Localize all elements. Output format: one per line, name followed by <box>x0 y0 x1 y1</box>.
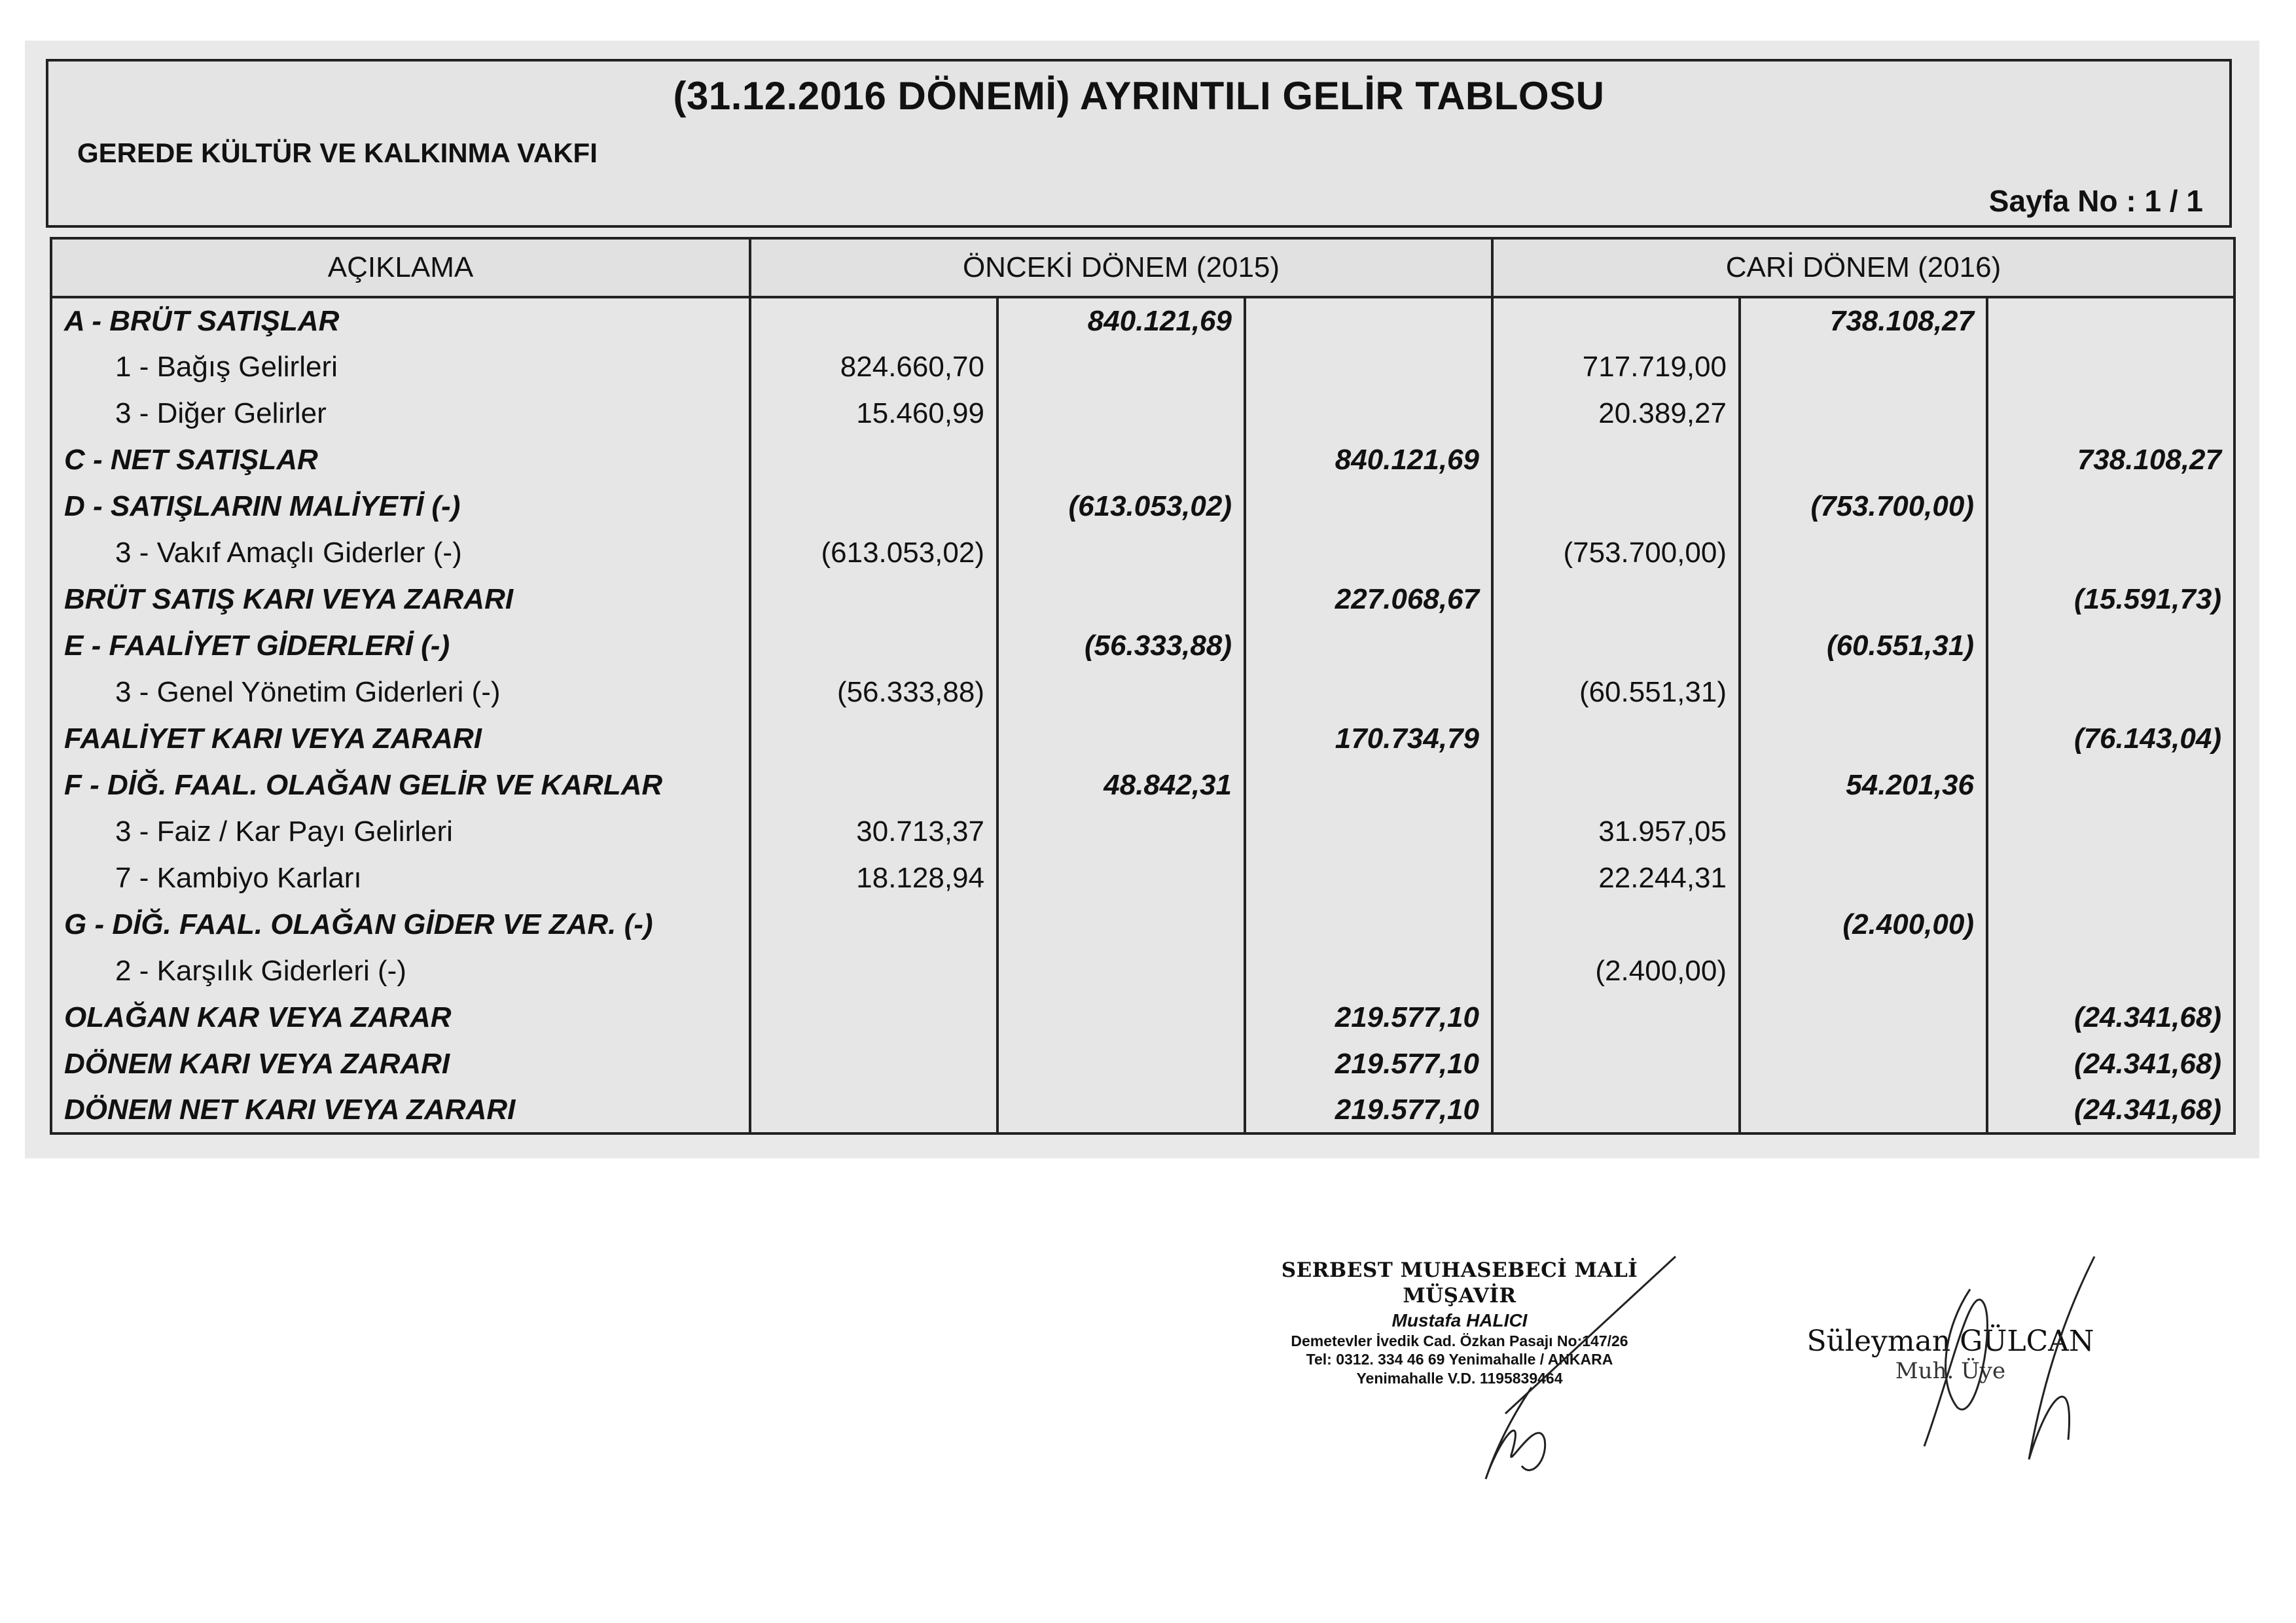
header-current-period: CARİ DÖNEM (2016) <box>1492 238 2234 297</box>
row-description: 3 - Diğer Gelirler <box>51 390 750 437</box>
current-amount-col-1 <box>1492 762 1740 808</box>
current-amount-col-1: (2.400,00) <box>1492 948 1740 994</box>
current-amount-col-1 <box>1492 622 1740 669</box>
current-amount-col-1: 22.244,31 <box>1492 855 1740 901</box>
current-amount-col-1 <box>1492 1087 1740 1133</box>
row-description: F - DİĞ. FAAL. OLAĞAN GELİR VE KARLAR <box>51 762 750 808</box>
previous-amount-col-1 <box>750 1041 997 1087</box>
previous-amount-col-3: 219.577,10 <box>1245 1041 1492 1087</box>
current-amount-col-1: (753.700,00) <box>1492 529 1740 576</box>
table-row <box>51 529 2234 576</box>
page-number: Sayfa No : 1 / 1 <box>1988 184 2203 218</box>
current-amount-col-1 <box>1492 483 1740 529</box>
accountant-signature <box>1466 1243 1702 1492</box>
previous-amount-col-1: 824.660,70 <box>750 344 997 390</box>
previous-amount-col-3 <box>1245 297 1492 344</box>
previous-amount-col-2 <box>997 948 1245 994</box>
table-row <box>51 437 2234 483</box>
table-row <box>51 715 2234 762</box>
previous-amount-col-1: (56.333,88) <box>750 669 997 715</box>
current-amount-col-2: (2.400,00) <box>1740 901 1987 948</box>
current-amount-col-1 <box>1492 576 1740 622</box>
previous-amount-col-1 <box>750 948 997 994</box>
stamp-accountant-name: Mustafa HALICI <box>1391 1310 1528 1330</box>
current-amount-col-3 <box>1987 622 2234 669</box>
stamp-address: Demetevler İvedik Cad. Özkan Pasajı No:147/26 <box>1291 1332 1628 1349</box>
current-amount-col-2: 54.201,36 <box>1740 762 1987 808</box>
previous-amount-col-1 <box>750 576 997 622</box>
current-amount-col-2 <box>1740 344 1987 390</box>
current-amount-col-3 <box>1987 948 2234 994</box>
previous-amount-col-2 <box>997 994 1245 1041</box>
current-amount-col-1 <box>1492 715 1740 762</box>
table-row <box>51 344 2234 390</box>
row-description: OLAĞAN KAR VEYA ZARAR <box>51 994 750 1041</box>
previous-amount-col-1: 18.128,94 <box>750 855 997 901</box>
table-row <box>51 948 2234 994</box>
stamp-title: SERBEST MUHASEBECİ MALİ MÜŞAVİR <box>1281 1258 1638 1308</box>
table-row <box>51 994 2234 1041</box>
header-previous-period: ÖNCEKİ DÖNEM (2015) <box>750 238 1492 297</box>
row-description: BRÜT SATIŞ KARI VEYA ZARARI <box>51 576 750 622</box>
previous-amount-col-3 <box>1245 808 1492 855</box>
table-header-row <box>51 238 2234 297</box>
organization-name: GEREDE KÜLTÜR VE KALKINMA VAKFI <box>77 137 598 168</box>
previous-amount-col-2 <box>997 808 1245 855</box>
previous-amount-col-3 <box>1245 669 1492 715</box>
current-amount-col-2: 738.108,27 <box>1740 297 1987 344</box>
income-statement-table <box>50 237 2236 1135</box>
current-amount-col-1 <box>1492 994 1740 1041</box>
previous-amount-col-1 <box>750 994 997 1041</box>
table-row <box>51 855 2234 901</box>
table-row <box>51 576 2234 622</box>
row-description: 3 - Faiz / Kar Payı Gelirleri <box>51 808 750 855</box>
current-amount-col-1 <box>1492 1041 1740 1087</box>
previous-amount-col-1: 30.713,37 <box>750 808 997 855</box>
row-description: 2 - Karşılık Giderleri (-) <box>51 948 750 994</box>
previous-amount-col-3: 170.734,79 <box>1245 715 1492 762</box>
row-description: C - NET SATIŞLAR <box>51 437 750 483</box>
current-amount-col-3 <box>1987 483 2234 529</box>
current-amount-col-1 <box>1492 297 1740 344</box>
current-amount-col-2 <box>1740 1041 1987 1087</box>
row-description: D - SATIŞLARIN MALİYETİ (-) <box>51 483 750 529</box>
previous-amount-col-3 <box>1245 855 1492 901</box>
previous-amount-col-1 <box>750 1087 997 1133</box>
current-amount-col-2 <box>1740 855 1987 901</box>
row-description: 7 - Kambiyo Karları <box>51 855 750 901</box>
current-amount-col-2 <box>1740 529 1987 576</box>
stamp-tax-office: Yenimahalle V.D. 1195839464 <box>1356 1370 1563 1387</box>
previous-amount-col-2 <box>997 715 1245 762</box>
previous-amount-col-2 <box>997 1041 1245 1087</box>
previous-amount-col-3 <box>1245 529 1492 576</box>
current-amount-col-1: 20.389,27 <box>1492 390 1740 437</box>
current-amount-col-3 <box>1987 901 2234 948</box>
current-amount-col-1: 717.719,00 <box>1492 344 1740 390</box>
previous-amount-col-3: 840.121,69 <box>1245 437 1492 483</box>
table-row <box>51 1087 2234 1133</box>
current-amount-col-3: (15.591,73) <box>1987 576 2234 622</box>
previous-amount-col-1 <box>750 483 997 529</box>
table-row <box>51 622 2234 669</box>
row-description: G - DİĞ. FAAL. OLAĞAN GİDER VE ZAR. (-) <box>51 901 750 948</box>
current-amount-col-2 <box>1740 948 1987 994</box>
previous-amount-col-3: 227.068,67 <box>1245 576 1492 622</box>
current-amount-col-2 <box>1740 715 1987 762</box>
previous-amount-col-1 <box>750 437 997 483</box>
previous-amount-col-1 <box>750 622 997 669</box>
report-header <box>46 59 2232 228</box>
current-amount-col-3 <box>1987 390 2234 437</box>
current-amount-col-2 <box>1740 808 1987 855</box>
current-amount-col-1: (60.551,31) <box>1492 669 1740 715</box>
row-description: 3 - Vakıf Amaçlı Giderler (-) <box>51 529 750 576</box>
row-description: 3 - Genel Yönetim Giderleri (-) <box>51 669 750 715</box>
previous-amount-col-2 <box>997 1087 1245 1133</box>
current-amount-col-3: 738.108,27 <box>1987 437 2234 483</box>
previous-amount-col-3 <box>1245 622 1492 669</box>
previous-amount-col-2: (56.333,88) <box>997 622 1245 669</box>
table-row <box>51 901 2234 948</box>
previous-amount-col-2 <box>997 901 1245 948</box>
table-row <box>51 669 2234 715</box>
signer-role: Muh. Üye <box>1895 1358 2006 1384</box>
current-amount-col-2: (60.551,31) <box>1740 622 1987 669</box>
current-amount-col-3: (24.341,68) <box>1987 1041 2234 1087</box>
previous-amount-col-3 <box>1245 901 1492 948</box>
previous-amount-col-1: 15.460,99 <box>750 390 997 437</box>
previous-amount-col-2 <box>997 344 1245 390</box>
current-amount-col-1 <box>1492 437 1740 483</box>
current-amount-col-3 <box>1987 529 2234 576</box>
table-row <box>51 297 2234 344</box>
previous-amount-col-3 <box>1245 483 1492 529</box>
previous-amount-col-3 <box>1245 344 1492 390</box>
current-amount-col-1 <box>1492 901 1740 948</box>
current-amount-col-3: (24.341,68) <box>1987 1087 2234 1133</box>
table-row <box>51 1041 2234 1087</box>
table-row <box>51 762 2234 808</box>
previous-amount-col-2: 840.121,69 <box>997 297 1245 344</box>
row-description: FAALİYET KARI VEYA ZARARI <box>51 715 750 762</box>
previous-amount-col-1: (613.053,02) <box>750 529 997 576</box>
previous-amount-col-2: 48.842,31 <box>997 762 1245 808</box>
previous-amount-col-1 <box>750 762 997 808</box>
current-amount-col-2 <box>1740 1087 1987 1133</box>
current-amount-col-1: 31.957,05 <box>1492 808 1740 855</box>
row-description: DÖNEM KARI VEYA ZARARI <box>51 1041 750 1087</box>
row-description: E - FAALİYET GİDERLERİ (-) <box>51 622 750 669</box>
previous-amount-col-1 <box>750 715 997 762</box>
current-amount-col-3 <box>1987 762 2234 808</box>
previous-amount-col-2: (613.053,02) <box>997 483 1245 529</box>
previous-amount-col-3: 219.577,10 <box>1245 1087 1492 1133</box>
current-amount-col-3: (24.341,68) <box>1987 994 2234 1041</box>
previous-amount-col-1 <box>750 901 997 948</box>
current-amount-col-2 <box>1740 994 1987 1041</box>
current-amount-col-2 <box>1740 576 1987 622</box>
board-member-signature <box>1898 1243 2134 1486</box>
current-amount-col-3 <box>1987 808 2234 855</box>
row-description: DÖNEM NET KARI VEYA ZARARI <box>51 1087 750 1133</box>
previous-amount-col-3 <box>1245 948 1492 994</box>
previous-amount-col-2 <box>997 437 1245 483</box>
header-description: AÇIKLAMA <box>51 238 750 297</box>
previous-amount-col-3 <box>1245 762 1492 808</box>
table-row <box>51 808 2234 855</box>
previous-amount-col-3: 219.577,10 <box>1245 994 1492 1041</box>
previous-amount-col-2 <box>997 669 1245 715</box>
previous-amount-col-2 <box>997 576 1245 622</box>
current-amount-col-2 <box>1740 390 1987 437</box>
signer-name: Süleyman GÜLCAN <box>1806 1325 2094 1358</box>
row-description: A - BRÜT SATIŞLAR <box>51 297 750 344</box>
table-row <box>51 483 2234 529</box>
current-amount-col-3 <box>1987 669 2234 715</box>
stamp-phone: Tel: 0312. 334 46 69 Yenimahalle / ANKARA <box>1306 1351 1613 1368</box>
table-row <box>51 390 2234 437</box>
previous-amount-col-2 <box>997 390 1245 437</box>
previous-amount-col-2 <box>997 855 1245 901</box>
current-amount-col-3 <box>1987 855 2234 901</box>
current-amount-col-2: (753.700,00) <box>1740 483 1987 529</box>
previous-amount-col-2 <box>997 529 1245 576</box>
row-description: 1 - Bağış Gelirleri <box>51 344 750 390</box>
current-amount-col-3 <box>1987 297 2234 344</box>
current-amount-col-3: (76.143,04) <box>1987 715 2234 762</box>
previous-amount-col-1 <box>750 297 997 344</box>
previous-amount-col-3 <box>1245 390 1492 437</box>
current-amount-col-3 <box>1987 344 2234 390</box>
report-title: (31.12.2016 DÖNEMİ) AYRINTILI GELİR TABLOSU <box>673 74 1605 118</box>
current-amount-col-2 <box>1740 437 1987 483</box>
current-amount-col-2 <box>1740 669 1987 715</box>
table-body <box>51 297 2234 1133</box>
